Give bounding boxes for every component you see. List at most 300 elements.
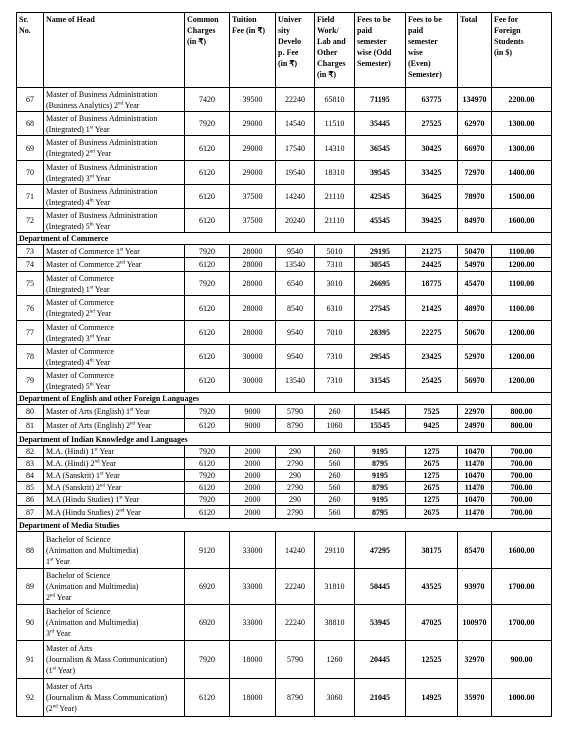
cell-university-fee: 19540 bbox=[276, 161, 315, 185]
cell-name-of-head bbox=[44, 258, 185, 272]
cell-sr-no: 79 bbox=[17, 369, 44, 393]
cell-foreign-fee: 900.00 bbox=[492, 641, 552, 679]
name-line: Master of Arts bbox=[46, 682, 93, 691]
name-line: Master of Business Administration bbox=[46, 138, 158, 147]
cell-total: 32970 bbox=[458, 641, 492, 679]
cell-common-charges: 6920 bbox=[185, 569, 230, 605]
header-tuition-fee bbox=[230, 13, 276, 88]
cell-foreign-fee: 1100.00 bbox=[492, 245, 552, 258]
table-row bbox=[17, 679, 552, 717]
name-line: Master of Commerce bbox=[46, 346, 114, 356]
cell-total: 72970 bbox=[458, 161, 492, 185]
cell-even-semester-fee: 38175 bbox=[406, 532, 458, 569]
ordinal-suffix: st bbox=[100, 471, 104, 477]
cell-even-semester-fee: 1275 bbox=[406, 446, 458, 458]
cell-odd-semester-fee: 47295 bbox=[355, 532, 406, 569]
cell-total: 85470 bbox=[458, 532, 492, 569]
cell-total: 10470 bbox=[458, 470, 492, 482]
table-row bbox=[17, 641, 552, 679]
cell-field-charges: 7310 bbox=[315, 369, 355, 393]
table-row bbox=[17, 209, 552, 233]
cell-odd-semester-fee: 15445 bbox=[355, 405, 406, 419]
header-line: semester bbox=[357, 37, 387, 46]
cell-even-semester-fee: 14925 bbox=[406, 679, 458, 717]
header-line: Fee for bbox=[494, 15, 519, 24]
header-line: Charges bbox=[317, 59, 346, 68]
cell-foreign-fee: 1600.00 bbox=[492, 209, 552, 233]
cell-university-fee: 9540 bbox=[276, 321, 315, 345]
fee-table-body bbox=[17, 88, 552, 717]
cell-university-fee: 9540 bbox=[276, 345, 315, 369]
cell-foreign-fee: 700.00 bbox=[492, 494, 552, 506]
table-row bbox=[17, 296, 552, 321]
cell-tuition-fee: 30000 bbox=[230, 369, 276, 393]
cell-foreign-fee: 1100.00 bbox=[492, 296, 552, 321]
cell-total: 45470 bbox=[458, 272, 492, 296]
cell-even-semester-fee: 30425 bbox=[406, 136, 458, 161]
cell-tuition-fee: 28000 bbox=[230, 296, 276, 321]
cell-even-semester-fee: 47025 bbox=[406, 605, 458, 641]
cell-name-of-head bbox=[44, 458, 185, 470]
table-row bbox=[17, 532, 552, 569]
cell-field-charges: 260 bbox=[315, 494, 355, 506]
cell-university-fee: 20240 bbox=[276, 209, 315, 233]
cell-common-charges: 7920 bbox=[185, 112, 230, 136]
cell-university-fee: 2790 bbox=[276, 458, 315, 470]
cell-tuition-fee: 29000 bbox=[230, 136, 276, 161]
ordinal-suffix: th bbox=[89, 221, 94, 227]
table-row bbox=[17, 506, 552, 519]
table-row bbox=[17, 245, 552, 258]
cell-sr-no: 70 bbox=[17, 161, 44, 185]
cell-name-of-head bbox=[44, 369, 185, 393]
header-even-semester-fee bbox=[406, 13, 458, 88]
cell-odd-semester-fee: 8795 bbox=[355, 506, 406, 519]
cell-tuition-fee: 9000 bbox=[230, 405, 276, 419]
table-row bbox=[17, 136, 552, 161]
cell-total: 24970 bbox=[458, 419, 492, 433]
table-row bbox=[17, 88, 552, 112]
header-line: Semester) bbox=[408, 70, 442, 79]
cell-total: 100970 bbox=[458, 605, 492, 641]
table-row bbox=[17, 321, 552, 345]
name-line: Master of Commerce 1st Year bbox=[46, 246, 140, 256]
header-line: Semester) bbox=[357, 59, 391, 68]
name-line: M.A. (Hindi) 2nd Year bbox=[46, 459, 116, 468]
ordinal-suffix: st bbox=[119, 495, 123, 501]
table-row bbox=[17, 482, 552, 494]
cell-common-charges: 6120 bbox=[185, 345, 230, 369]
cell-common-charges: 6120 bbox=[185, 209, 230, 233]
cell-foreign-fee: 800.00 bbox=[492, 419, 552, 433]
header-line: Field bbox=[317, 15, 335, 24]
cell-sr-no: 85 bbox=[17, 482, 44, 494]
name-line: (Integrated) 1st Year bbox=[46, 124, 110, 134]
ordinal-suffix: st bbox=[89, 124, 94, 130]
ordinal-suffix: nd bbox=[119, 507, 125, 513]
header-line: Fees to be bbox=[357, 15, 391, 24]
name-line: (Integrated) 3rd Year bbox=[46, 173, 111, 183]
name-line: Bachelor of Science bbox=[46, 571, 111, 580]
cell-name-of-head bbox=[44, 405, 185, 419]
cell-name-of-head bbox=[44, 209, 185, 233]
header-row bbox=[17, 13, 552, 88]
cell-odd-semester-fee: 9195 bbox=[355, 470, 406, 482]
header-total bbox=[458, 13, 492, 88]
cell-field-charges: 260 bbox=[315, 405, 355, 419]
cell-odd-semester-fee: 20445 bbox=[355, 641, 406, 679]
ordinal-suffix: nd bbox=[52, 704, 58, 710]
cell-name-of-head bbox=[44, 446, 185, 458]
department-row bbox=[17, 433, 552, 446]
header-line: (in ₹) bbox=[187, 37, 207, 46]
cell-foreign-fee: 1600.00 bbox=[492, 532, 552, 569]
cell-total: 10470 bbox=[458, 446, 492, 458]
cell-odd-semester-fee: 53945 bbox=[355, 605, 406, 641]
department-heading: Department of Indian Knowledge and Languages bbox=[17, 433, 552, 446]
cell-common-charges: 6120 bbox=[185, 482, 230, 494]
department-heading: Department of Media Studies bbox=[17, 519, 552, 532]
cell-odd-semester-fee: 29195 bbox=[355, 245, 406, 258]
name-line: (Animation and Multimedia) bbox=[46, 582, 139, 591]
cell-even-semester-fee: 36425 bbox=[406, 185, 458, 209]
cell-tuition-fee: 28000 bbox=[230, 245, 276, 258]
cell-tuition-fee: 2000 bbox=[230, 506, 276, 519]
cell-common-charges: 6120 bbox=[185, 369, 230, 393]
table-row bbox=[17, 405, 552, 419]
cell-odd-semester-fee: 8795 bbox=[355, 458, 406, 470]
cell-field-charges: 1260 bbox=[315, 641, 355, 679]
ordinal-suffix: th bbox=[89, 381, 94, 387]
cell-sr-no: 73 bbox=[17, 245, 44, 258]
cell-university-fee: 9540 bbox=[276, 245, 315, 258]
cell-common-charges: 7920 bbox=[185, 494, 230, 506]
cell-foreign-fee: 1300.00 bbox=[492, 136, 552, 161]
cell-university-fee: 22240 bbox=[276, 88, 315, 112]
header-line: paid bbox=[357, 26, 373, 35]
cell-field-charges: 6310 bbox=[315, 296, 355, 321]
name-line: Master of Commerce bbox=[46, 273, 114, 283]
cell-university-fee: 13540 bbox=[276, 369, 315, 393]
cell-odd-semester-fee: 29545 bbox=[355, 345, 406, 369]
header-line: Tuition bbox=[232, 15, 257, 24]
cell-foreign-fee: 1200.00 bbox=[492, 369, 552, 393]
cell-total: 11470 bbox=[458, 482, 492, 494]
cell-total: 35970 bbox=[458, 679, 492, 717]
table-row bbox=[17, 369, 552, 393]
table-row bbox=[17, 470, 552, 482]
name-line: (Integrated) 5th Year bbox=[46, 221, 111, 231]
cell-common-charges: 6120 bbox=[185, 258, 230, 272]
cell-foreign-fee: 700.00 bbox=[492, 470, 552, 482]
cell-odd-semester-fee: 45545 bbox=[355, 209, 406, 233]
cell-university-fee: 290 bbox=[276, 470, 315, 482]
header-line: paid bbox=[408, 26, 424, 35]
name-line: Master of Business Administration bbox=[46, 113, 158, 123]
cell-total: 66970 bbox=[458, 136, 492, 161]
cell-common-charges: 6120 bbox=[185, 419, 230, 433]
cell-tuition-fee: 18000 bbox=[230, 679, 276, 717]
header-line: (Even) bbox=[408, 59, 431, 68]
cell-university-fee: 14240 bbox=[276, 185, 315, 209]
header-line: (in ₹) bbox=[278, 59, 298, 68]
name-line: (Integrated) 2nd Year bbox=[46, 149, 112, 158]
header-common-charges bbox=[185, 13, 230, 88]
name-line: (Animation and Multimedia) bbox=[46, 545, 139, 555]
cell-university-fee: 2790 bbox=[276, 506, 315, 519]
cell-university-fee: 17540 bbox=[276, 136, 315, 161]
name-line: M.A. (Hindi) 1st Year bbox=[46, 447, 115, 456]
cell-odd-semester-fee: 9195 bbox=[355, 446, 406, 458]
cell-field-charges: 21110 bbox=[315, 185, 355, 209]
name-line: 2nd Year bbox=[46, 593, 72, 602]
cell-odd-semester-fee: 39545 bbox=[355, 161, 406, 185]
cell-field-charges: 7310 bbox=[315, 345, 355, 369]
cell-sr-no: 74 bbox=[17, 258, 44, 272]
cell-field-charges: 65810 bbox=[315, 88, 355, 112]
header-line: Other bbox=[317, 48, 338, 57]
ordinal-suffix: nd bbox=[89, 309, 95, 315]
cell-even-semester-fee: 63775 bbox=[406, 88, 458, 112]
table-row bbox=[17, 345, 552, 369]
cell-tuition-fee: 30000 bbox=[230, 345, 276, 369]
cell-even-semester-fee: 2675 bbox=[406, 458, 458, 470]
cell-name-of-head bbox=[44, 482, 185, 494]
header-line: wise bbox=[408, 48, 423, 57]
cell-field-charges: 21110 bbox=[315, 209, 355, 233]
cell-total: 54970 bbox=[458, 258, 492, 272]
name-line: M.A (Sanskrit) 2nd Year bbox=[46, 483, 122, 492]
name-line: 1st Year bbox=[46, 556, 70, 566]
cell-total: 84970 bbox=[458, 209, 492, 233]
cell-odd-semester-fee: 28395 bbox=[355, 321, 406, 345]
cell-foreign-fee: 800.00 bbox=[492, 405, 552, 419]
department-row bbox=[17, 233, 552, 245]
header-line: Foreign bbox=[494, 26, 521, 35]
cell-name-of-head bbox=[44, 245, 185, 258]
header-line: Sr. bbox=[19, 15, 29, 24]
cell-sr-no: 78 bbox=[17, 345, 44, 369]
cell-field-charges: 560 bbox=[315, 482, 355, 494]
cell-foreign-fee: 1200.00 bbox=[492, 258, 552, 272]
header-line: Students bbox=[494, 37, 524, 46]
cell-common-charges: 6120 bbox=[185, 296, 230, 321]
cell-foreign-fee: 1000.00 bbox=[492, 679, 552, 717]
cell-total: 62970 bbox=[458, 112, 492, 136]
cell-common-charges: 9120 bbox=[185, 532, 230, 569]
cell-sr-no: 71 bbox=[17, 185, 44, 209]
cell-foreign-fee: 1200.00 bbox=[492, 345, 552, 369]
ordinal-suffix: th bbox=[89, 197, 94, 203]
header-line: Charges bbox=[187, 26, 216, 35]
cell-sr-no: 68 bbox=[17, 112, 44, 136]
cell-field-charges: 560 bbox=[315, 458, 355, 470]
cell-field-charges: 5010 bbox=[315, 245, 355, 258]
cell-foreign-fee: 2200.00 bbox=[492, 88, 552, 112]
cell-foreign-fee: 700.00 bbox=[492, 506, 552, 519]
cell-total: 56970 bbox=[458, 369, 492, 393]
header-line: Common bbox=[187, 15, 219, 24]
cell-odd-semester-fee: 50445 bbox=[355, 569, 406, 605]
cell-even-semester-fee: 39425 bbox=[406, 209, 458, 233]
cell-name-of-head bbox=[44, 296, 185, 321]
cell-total: 22970 bbox=[458, 405, 492, 419]
name-line: (Business Analytics) 2nd Year bbox=[46, 100, 140, 110]
cell-common-charges: 6120 bbox=[185, 161, 230, 185]
cell-name-of-head bbox=[44, 161, 185, 185]
cell-total: 50670 bbox=[458, 321, 492, 345]
cell-sr-no: 90 bbox=[17, 605, 44, 641]
cell-university-fee: 8540 bbox=[276, 296, 315, 321]
ordinal-suffix: rd bbox=[89, 173, 94, 179]
name-line: Master of Arts bbox=[46, 644, 93, 653]
name-line: Master of Commerce bbox=[46, 298, 114, 307]
table-row bbox=[17, 569, 552, 605]
name-line: (Integrated) 4th Year bbox=[46, 197, 111, 207]
cell-odd-semester-fee: 9195 bbox=[355, 494, 406, 506]
cell-total: 10470 bbox=[458, 494, 492, 506]
header-line: Develo bbox=[278, 37, 302, 46]
cell-field-charges: 3060 bbox=[315, 679, 355, 717]
ordinal-suffix: nd bbox=[100, 483, 105, 489]
cell-common-charges: 7920 bbox=[185, 641, 230, 679]
cell-name-of-head bbox=[44, 88, 185, 112]
cell-sr-no: 91 bbox=[17, 641, 44, 679]
cell-name-of-head bbox=[44, 679, 185, 717]
header-line: (in ₹) bbox=[317, 70, 337, 79]
header-line: Lab and bbox=[317, 37, 346, 46]
cell-even-semester-fee: 33425 bbox=[406, 161, 458, 185]
cell-field-charges: 31810 bbox=[315, 569, 355, 605]
cell-common-charges: 7920 bbox=[185, 405, 230, 419]
cell-total: 93970 bbox=[458, 569, 492, 605]
name-line: (Journalism & Mass Communication) bbox=[46, 655, 168, 664]
cell-tuition-fee: 2000 bbox=[230, 494, 276, 506]
cell-sr-no: 87 bbox=[17, 506, 44, 519]
name-line: M.A (Hindu Studies) 2nd Year bbox=[46, 507, 141, 517]
cell-tuition-fee: 33000 bbox=[230, 532, 276, 569]
ordinal-suffix: st bbox=[94, 447, 98, 453]
cell-field-charges: 7010 bbox=[315, 321, 355, 345]
cell-tuition-fee: 28000 bbox=[230, 321, 276, 345]
department-heading: Department of English and other Foreign Languages bbox=[17, 393, 552, 405]
cell-name-of-head bbox=[44, 569, 185, 605]
department-row bbox=[17, 519, 552, 532]
cell-field-charges: 3010 bbox=[315, 272, 355, 296]
name-line: (Integrated) 4th Year bbox=[46, 357, 111, 367]
cell-tuition-fee: 2000 bbox=[230, 446, 276, 458]
cell-foreign-fee: 700.00 bbox=[492, 458, 552, 470]
cell-total: 50470 bbox=[458, 245, 492, 258]
name-line: M.A (Hindu Studies) 1st Year bbox=[46, 495, 140, 504]
cell-sr-no: 72 bbox=[17, 209, 44, 233]
ordinal-suffix: rd bbox=[50, 629, 55, 635]
cell-tuition-fee: 29000 bbox=[230, 161, 276, 185]
header-line: Fees to be bbox=[408, 15, 442, 24]
cell-common-charges: 6120 bbox=[185, 506, 230, 519]
cell-field-charges: 11510 bbox=[315, 112, 355, 136]
cell-total: 52970 bbox=[458, 345, 492, 369]
cell-common-charges: 6120 bbox=[185, 458, 230, 470]
name-line: Master of Commerce bbox=[46, 370, 114, 380]
cell-sr-no: 82 bbox=[17, 446, 44, 458]
name-line: (Integrated) 5th Year bbox=[46, 381, 111, 391]
name-line: Master of Business Administration bbox=[46, 210, 158, 220]
cell-even-semester-fee: 43525 bbox=[406, 569, 458, 605]
cell-sr-no: 88 bbox=[17, 532, 44, 569]
cell-field-charges: 18310 bbox=[315, 161, 355, 185]
cell-field-charges: 260 bbox=[315, 470, 355, 482]
cell-name-of-head bbox=[44, 345, 185, 369]
cell-odd-semester-fee: 71195 bbox=[355, 88, 406, 112]
table-row bbox=[17, 458, 552, 470]
ordinal-suffix: st bbox=[52, 666, 57, 672]
cell-total: 134970 bbox=[458, 88, 492, 112]
header-line: No. bbox=[19, 26, 31, 35]
table-row bbox=[17, 272, 552, 296]
cell-even-semester-fee: 2675 bbox=[406, 482, 458, 494]
header-line: Name of Head bbox=[46, 15, 95, 24]
ordinal-suffix: st bbox=[89, 284, 94, 290]
table-row bbox=[17, 161, 552, 185]
cell-odd-semester-fee: 42545 bbox=[355, 185, 406, 209]
cell-even-semester-fee: 1275 bbox=[406, 470, 458, 482]
cell-field-charges: 260 bbox=[315, 446, 355, 458]
name-line: Master of Business Administration bbox=[46, 186, 158, 196]
header-foreign-fee bbox=[492, 13, 552, 88]
ordinal-suffix: nd bbox=[94, 459, 100, 465]
table-row bbox=[17, 446, 552, 458]
cell-tuition-fee: 39500 bbox=[230, 88, 276, 112]
cell-odd-semester-fee: 26695 bbox=[355, 272, 406, 296]
cell-tuition-fee: 28000 bbox=[230, 272, 276, 296]
cell-field-charges: 7310 bbox=[315, 258, 355, 272]
name-line: Bachelor of Science bbox=[46, 534, 111, 544]
cell-even-semester-fee: 25425 bbox=[406, 369, 458, 393]
header-line: Univer bbox=[278, 15, 302, 24]
cell-field-charges: 560 bbox=[315, 506, 355, 519]
cell-common-charges: 6920 bbox=[185, 605, 230, 641]
cell-tuition-fee: 33000 bbox=[230, 605, 276, 641]
table-row bbox=[17, 258, 552, 272]
cell-sr-no: 83 bbox=[17, 458, 44, 470]
cell-even-semester-fee: 12525 bbox=[406, 641, 458, 679]
cell-university-fee: 5790 bbox=[276, 641, 315, 679]
cell-odd-semester-fee: 30545 bbox=[355, 258, 406, 272]
cell-total: 78970 bbox=[458, 185, 492, 209]
name-line: Master of Business Administration bbox=[46, 162, 158, 172]
name-line: (2nd Year) bbox=[46, 704, 77, 713]
cell-sr-no: 67 bbox=[17, 88, 44, 112]
header-line: wise (Odd bbox=[357, 48, 392, 57]
header-line: Total bbox=[460, 15, 478, 24]
cell-university-fee: 8790 bbox=[276, 419, 315, 433]
cell-sr-no: 81 bbox=[17, 419, 44, 433]
table-row bbox=[17, 419, 552, 433]
cell-foreign-fee: 1500.00 bbox=[492, 185, 552, 209]
header-line: Work/ bbox=[317, 26, 339, 35]
name-line: (Integrated) 3rd Year bbox=[46, 333, 111, 343]
cell-total: 48970 bbox=[458, 296, 492, 321]
cell-common-charges: 6120 bbox=[185, 679, 230, 717]
cell-university-fee: 14540 bbox=[276, 112, 315, 136]
cell-name-of-head bbox=[44, 185, 185, 209]
cell-even-semester-fee: 9425 bbox=[406, 419, 458, 433]
header-line: (in $) bbox=[494, 48, 512, 57]
cell-common-charges: 6120 bbox=[185, 185, 230, 209]
cell-common-charges: 6120 bbox=[185, 136, 230, 161]
cell-odd-semester-fee: 27545 bbox=[355, 296, 406, 321]
